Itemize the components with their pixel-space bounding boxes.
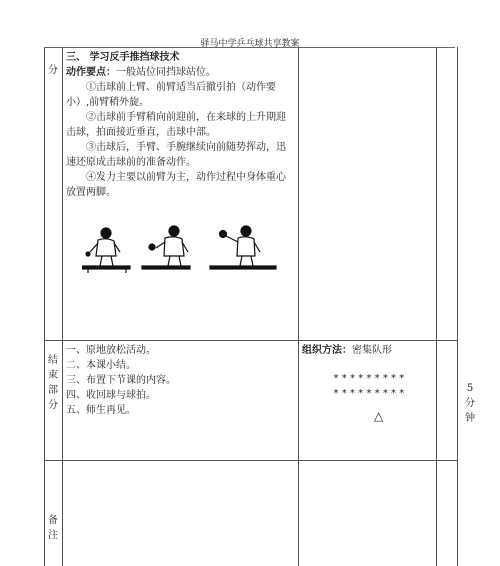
list-item: 三、布置下节课的内容。 <box>66 375 176 386</box>
key-points-text: 一般站位同挡球站位。 <box>116 67 216 78</box>
end-section-side-label: 结 束 部 分 <box>48 355 58 411</box>
section-side-label: 分 <box>48 65 58 76</box>
key-point-1: ①击球前上臂、前臂适当后撤引拍（动作要小）,前臂稍外旋。 <box>66 82 276 108</box>
list-item: 二、本课小结。 <box>66 360 136 371</box>
header-title: 驿马中学乒乓球共享教案 <box>200 39 300 49</box>
formation-stars-row-2: ********* <box>333 388 407 399</box>
key-point-2: ②击球前手臂稍向前迎前，在来球的上升期迎击球，拍面接近垂直，击球中部。 <box>66 112 286 138</box>
player-figure-2 <box>142 226 190 269</box>
technique-content <box>66 50 294 200</box>
end-activities-list <box>66 343 294 418</box>
header-rule <box>44 47 455 48</box>
list-item: 五、师生再见。 <box>66 405 136 416</box>
technique-heading: 三、 学习反手推挡球技术 <box>66 52 180 63</box>
notes-side-label: 备 注 <box>48 515 58 541</box>
key-points-label: 动作要点： <box>66 67 116 78</box>
teacher-position-icon: △ <box>374 409 384 423</box>
list-item: 一、原地放松活动。 <box>66 345 156 356</box>
organization-text: 密集队形 <box>352 345 392 356</box>
key-point-3: ③击球后，手臂、手腕继续向前随势挥动，迅速还原成击球前的准备动作。 <box>66 142 286 168</box>
formation-stars-row-1: ********* <box>333 373 407 384</box>
key-point-4: ④发力主要以前臂为主，动作过程中身体重心放置两脚。 <box>66 172 286 198</box>
player-figure-3 <box>210 226 276 269</box>
backhand-push-illustration <box>82 222 278 274</box>
organization-method <box>302 343 434 358</box>
organization-label: 组织方法： <box>302 345 352 356</box>
key-points-line <box>66 65 294 80</box>
player-figure-1 <box>82 228 130 273</box>
time-allocation: 5 分 钟 <box>465 383 475 424</box>
list-item: 四、收回球与球拍。 <box>66 390 156 401</box>
